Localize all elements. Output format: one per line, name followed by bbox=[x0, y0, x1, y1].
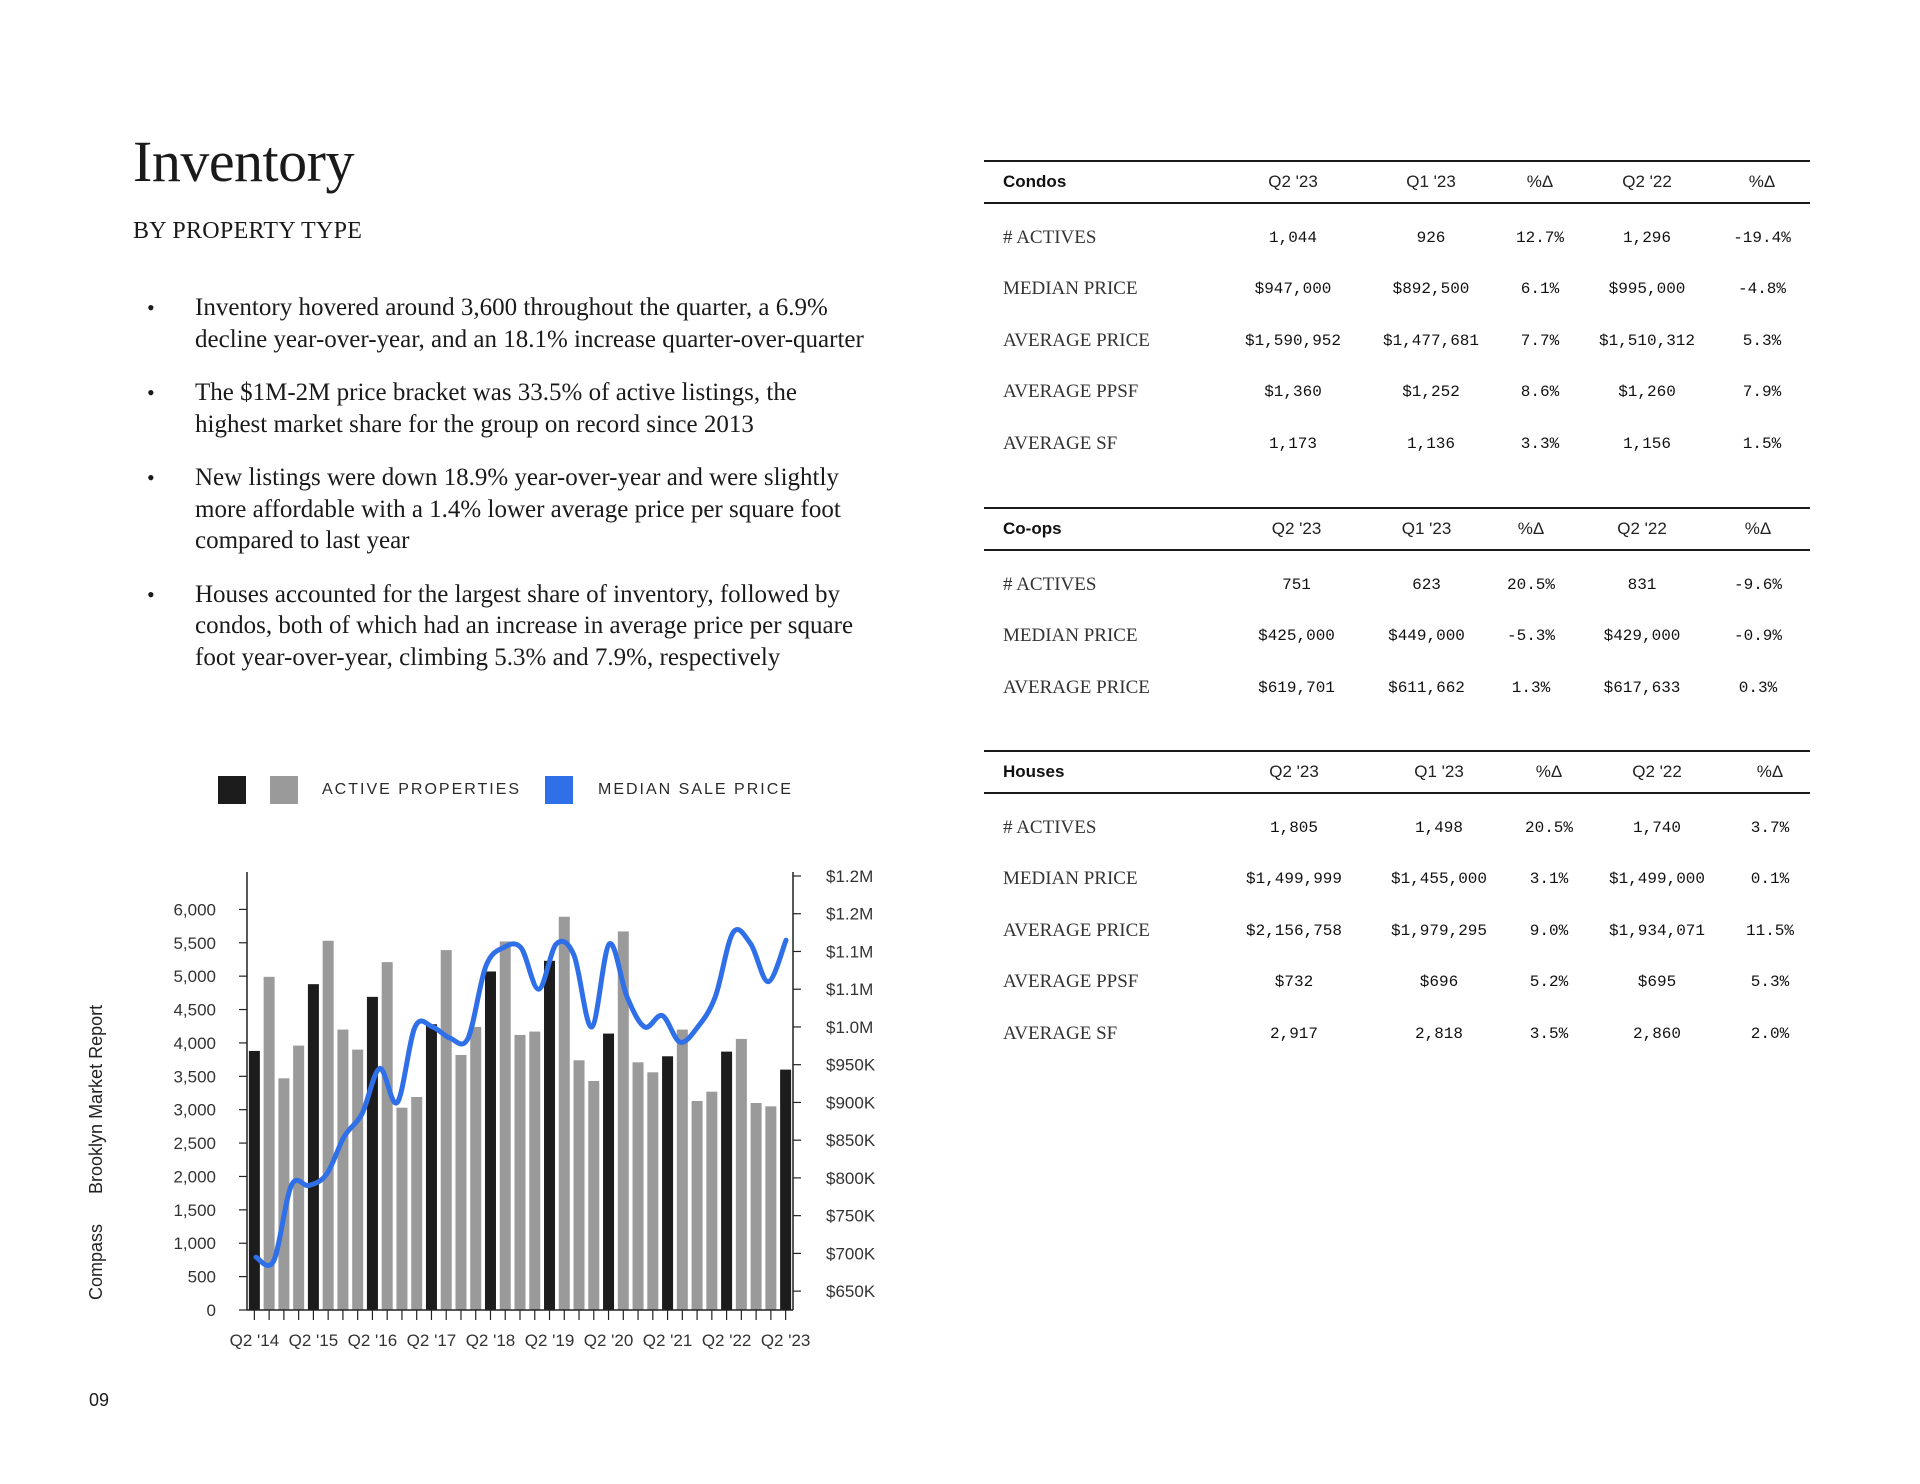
row-label: MEDIAN PRICE bbox=[1003, 868, 1138, 890]
legend-label-active: ACTIVE PROPERTIES bbox=[322, 781, 522, 798]
chart-bar bbox=[249, 1051, 260, 1310]
row-label: # ACTIVES bbox=[1003, 226, 1097, 248]
right-axis-tick-label: $850K bbox=[826, 1131, 876, 1151]
chart-bar bbox=[603, 1034, 614, 1310]
bullet-item: • Inventory hovered around 3,600 throughout the quarter, a 6.9% decline year-over-year, and an 18.1% increase quarter-over-quarter bbox=[143, 292, 873, 355]
right-axis-tick-label: $750K bbox=[826, 1206, 876, 1226]
x-axis-label: Q2 '18 bbox=[465, 1331, 516, 1350]
table-cell: 1,740 bbox=[1632, 818, 1681, 837]
table-header-cell: %Δ bbox=[1484, 508, 1578, 550]
table-cell: 3.5% bbox=[1529, 1024, 1569, 1043]
chart-bar bbox=[441, 950, 452, 1310]
table-cell: $1,510,312 bbox=[1598, 331, 1695, 350]
table-header-cell: Q2 '22 bbox=[1578, 508, 1706, 550]
left-axis-tick-label: 5,000 bbox=[173, 967, 216, 987]
left-axis-tick-label: 3,000 bbox=[173, 1100, 216, 1120]
table-cell: $695 bbox=[1637, 973, 1677, 992]
x-axis-label: Q2 '15 bbox=[288, 1331, 339, 1350]
table-cell: -19.4% bbox=[1733, 228, 1791, 247]
chart-bar bbox=[426, 1024, 437, 1310]
chart-bar bbox=[736, 1039, 747, 1310]
bullet-item: • Houses accounted for the largest share of inventory, followed by condos, both of which had an increase in average price per square foot year-over-year, climbing 5.3% and 7.9%, respectively bbox=[143, 579, 873, 674]
table-cell: 623 bbox=[1412, 575, 1441, 594]
table-header-cell: %Δ bbox=[1730, 751, 1810, 793]
table-cell: 0.3% bbox=[1738, 678, 1778, 697]
x-axis-label: Q2 '21 bbox=[642, 1331, 693, 1350]
chart-bar bbox=[559, 917, 570, 1310]
table-row bbox=[984, 662, 1810, 714]
chart-bar bbox=[293, 1046, 304, 1310]
table-cell: 5.2% bbox=[1529, 973, 1569, 992]
row-label: AVERAGE PRICE bbox=[1003, 919, 1150, 941]
table-cell: 2,818 bbox=[1414, 1024, 1463, 1043]
table-row bbox=[984, 793, 1810, 854]
table-cell: 1,296 bbox=[1622, 228, 1671, 247]
table-cell: $732 bbox=[1274, 973, 1314, 992]
table-cell: 12.7% bbox=[1515, 228, 1564, 247]
table-cell: 8.6% bbox=[1520, 383, 1560, 402]
table-cell: $449,000 bbox=[1388, 627, 1465, 646]
row-label: # ACTIVES bbox=[1003, 573, 1097, 595]
left-axis-tick-label: 6,000 bbox=[173, 900, 216, 920]
table-header-row bbox=[984, 508, 1810, 550]
chart-bar bbox=[485, 971, 496, 1310]
table-header-cell: %Δ bbox=[1706, 508, 1810, 550]
chart-bar bbox=[500, 941, 511, 1310]
table-cell: $1,260 bbox=[1618, 383, 1676, 402]
chart-bar bbox=[544, 961, 555, 1310]
right-axis-tick-label: $1.0M bbox=[826, 1017, 874, 1037]
table-cell: 751 bbox=[1282, 575, 1311, 594]
table-header-cell: Q2 '22 bbox=[1580, 161, 1714, 203]
right-axis-tick-label: $700K bbox=[826, 1244, 876, 1264]
table-cell: 1,136 bbox=[1406, 434, 1455, 453]
left-axis-tick-label: 2,500 bbox=[173, 1134, 216, 1154]
table-cell: $619,701 bbox=[1258, 678, 1335, 697]
chart-bar bbox=[721, 1052, 732, 1310]
x-axis-label: Q2 '23 bbox=[760, 1331, 811, 1350]
table-header-cell: Q1 '23 bbox=[1362, 161, 1500, 203]
table-cell: $1,360 bbox=[1264, 383, 1322, 402]
table-cell: 1,173 bbox=[1268, 434, 1317, 453]
right-axis-tick-label: $900K bbox=[826, 1093, 876, 1113]
table-row bbox=[984, 203, 1810, 264]
table-header-row bbox=[984, 751, 1810, 793]
table-cell: 2,860 bbox=[1632, 1024, 1681, 1043]
chart-bar bbox=[633, 1062, 644, 1310]
left-axis-tick-label: 3,500 bbox=[173, 1067, 216, 1087]
table-header-cell: Q2 '22 bbox=[1584, 751, 1730, 793]
chart-bar bbox=[692, 1101, 703, 1310]
table-header-cell: Co-ops bbox=[984, 508, 1224, 550]
table-header-cell: Q1 '23 bbox=[1369, 508, 1484, 550]
chart-bar bbox=[455, 1055, 466, 1310]
bullet-item: • New listings were down 18.9% year-over-year and were slightly more affordable with a 1.4% lower average price per square foot compared to last year bbox=[143, 462, 873, 557]
table-row bbox=[984, 957, 1810, 1009]
right-axis-tick-label: $950K bbox=[826, 1055, 876, 1075]
table-cell: $611,662 bbox=[1388, 678, 1465, 697]
table-cell: 7.7% bbox=[1520, 331, 1560, 350]
table-cell: 3.7% bbox=[1750, 818, 1790, 837]
table-cell: 0.1% bbox=[1750, 870, 1790, 889]
table-cell: $425,000 bbox=[1258, 627, 1335, 646]
row-label: # ACTIVES bbox=[1003, 816, 1097, 838]
table-row bbox=[984, 905, 1810, 957]
table-cell: 3.1% bbox=[1529, 870, 1569, 889]
left-axis-tick-label: 5,500 bbox=[173, 933, 216, 953]
chart-bar bbox=[662, 1056, 673, 1310]
left-axis-tick-label: 4,000 bbox=[173, 1033, 216, 1053]
table-cell: $1,979,295 bbox=[1390, 921, 1487, 940]
chart-bar bbox=[337, 1030, 348, 1310]
table-row bbox=[984, 550, 1810, 611]
chart-bar bbox=[515, 1035, 526, 1310]
table-cell: 20.5% bbox=[1524, 818, 1573, 837]
table-cell: -9.6% bbox=[1733, 575, 1782, 594]
page-title: Inventory bbox=[133, 129, 354, 194]
table-row bbox=[984, 315, 1810, 367]
table-cell: 20.5% bbox=[1506, 575, 1555, 594]
chart-bar bbox=[588, 1081, 599, 1310]
table-cell: 9.0% bbox=[1529, 921, 1569, 940]
coops-table bbox=[984, 507, 1810, 714]
chart-bar bbox=[367, 997, 378, 1310]
chart-bar bbox=[352, 1050, 363, 1310]
right-axis-tick-label: $1.1M bbox=[826, 942, 874, 962]
table-cell: 1,805 bbox=[1269, 818, 1318, 837]
sidebar-report-name: Brooklyn Market Report bbox=[86, 1004, 106, 1194]
table-cell: 7.9% bbox=[1742, 383, 1782, 402]
chart-bar bbox=[382, 962, 393, 1310]
table-header-cell: Q1 '23 bbox=[1364, 751, 1514, 793]
table-cell: $1,252 bbox=[1402, 383, 1460, 402]
chart-bar bbox=[677, 1030, 688, 1310]
chart-bar bbox=[574, 1060, 585, 1310]
x-axis-label: Q2 '19 bbox=[524, 1331, 575, 1350]
bullet-item: • The $1M-2M price bracket was 33.5% of active listings, the highest market share for the group on record since 2013 bbox=[143, 377, 873, 440]
row-label: MEDIAN PRICE bbox=[1003, 278, 1138, 300]
table-cell: $947,000 bbox=[1254, 280, 1332, 299]
table-cell: 5.3% bbox=[1742, 331, 1782, 350]
row-label: AVERAGE PPSF bbox=[1003, 971, 1139, 993]
x-axis-label: Q2 '16 bbox=[347, 1331, 398, 1350]
row-label: AVERAGE PRICE bbox=[1003, 676, 1150, 698]
inventory-chart bbox=[0, 0, 920, 1400]
table-header-cell: Q2 '23 bbox=[1224, 161, 1362, 203]
table-cell: 6.1% bbox=[1520, 280, 1560, 299]
table-cell: -5.3% bbox=[1506, 627, 1555, 646]
x-axis-label: Q2 '17 bbox=[406, 1331, 457, 1350]
table-cell: $995,000 bbox=[1608, 280, 1686, 299]
table-header-cell: %Δ bbox=[1714, 161, 1810, 203]
table-row bbox=[984, 854, 1810, 906]
row-label: AVERAGE PPSF bbox=[1003, 381, 1139, 403]
chart-bar bbox=[751, 1103, 762, 1310]
table-cell: 2,917 bbox=[1269, 1024, 1318, 1043]
table-row bbox=[984, 1008, 1810, 1060]
row-label: MEDIAN PRICE bbox=[1003, 625, 1138, 647]
right-axis-tick-label: $800K bbox=[826, 1168, 876, 1188]
table-row bbox=[984, 418, 1810, 470]
table-cell: 11.5% bbox=[1745, 921, 1794, 940]
right-axis-tick-label: $1.2M bbox=[826, 867, 874, 886]
left-axis-tick-label: 1,000 bbox=[173, 1234, 216, 1254]
table-header-cell: %Δ bbox=[1514, 751, 1584, 793]
page-number: 09 bbox=[89, 1390, 110, 1410]
sidebar-brand: Compass bbox=[86, 1223, 106, 1300]
table-cell: $1,455,000 bbox=[1390, 870, 1487, 889]
row-label: AVERAGE SF bbox=[1003, 432, 1118, 454]
x-axis-label: Q2 '20 bbox=[583, 1331, 634, 1350]
table-cell: 1,498 bbox=[1414, 818, 1463, 837]
chart-bar bbox=[323, 941, 334, 1310]
table-cell: $1,499,999 bbox=[1245, 870, 1342, 889]
row-label: AVERAGE PRICE bbox=[1003, 329, 1150, 351]
table-cell: $1,499,000 bbox=[1608, 870, 1705, 889]
legend-label-median: MEDIAN SALE PRICE bbox=[598, 781, 793, 798]
x-axis-label: Q2 '14 bbox=[229, 1331, 280, 1350]
left-axis-tick-label: 4,500 bbox=[173, 1000, 216, 1020]
chart-bar bbox=[780, 1070, 791, 1310]
right-axis-tick-label: $1.1M bbox=[826, 980, 874, 1000]
table-cell: -0.9% bbox=[1733, 627, 1782, 646]
table-header-cell: Q2 '23 bbox=[1224, 751, 1364, 793]
table-cell: 5.3% bbox=[1750, 973, 1790, 992]
condos-table bbox=[984, 160, 1810, 470]
table-cell: 831 bbox=[1627, 575, 1657, 594]
row-label: AVERAGE SF bbox=[1003, 1022, 1118, 1044]
chart-bar bbox=[308, 984, 319, 1310]
table-cell: $1,477,681 bbox=[1382, 331, 1479, 350]
table-cell: 1,156 bbox=[1622, 434, 1671, 453]
table-cell: $2,156,758 bbox=[1245, 921, 1342, 940]
table-header-cell: Condos bbox=[984, 161, 1224, 203]
table-row bbox=[984, 611, 1810, 663]
left-axis-tick-label: 0 bbox=[206, 1301, 216, 1320]
left-axis-tick-label: 500 bbox=[187, 1267, 216, 1287]
right-axis-tick-label: $1.2M bbox=[826, 904, 874, 924]
table-cell: $892,500 bbox=[1392, 280, 1470, 299]
table-cell: $429,000 bbox=[1603, 627, 1681, 646]
chart-bar bbox=[470, 1027, 481, 1310]
table-cell: 1.3% bbox=[1511, 678, 1551, 697]
table-cell: 3.3% bbox=[1520, 434, 1560, 453]
chart-bar bbox=[396, 1108, 407, 1310]
chart-bar bbox=[529, 1032, 540, 1310]
chart-bar bbox=[706, 1092, 717, 1310]
right-axis-tick-label: $650K bbox=[826, 1282, 876, 1302]
x-axis-label: Q2 '22 bbox=[701, 1331, 752, 1350]
table-cell: -4.8% bbox=[1737, 280, 1786, 299]
table-header-cell: %Δ bbox=[1500, 161, 1580, 203]
table-header-cell: Q2 '23 bbox=[1224, 508, 1369, 550]
table-cell: 2.0% bbox=[1750, 1024, 1790, 1043]
table-cell: $1,934,071 bbox=[1608, 921, 1705, 940]
page-subtitle: BY PROPERTY TYPE bbox=[133, 218, 363, 244]
table-cell: 926 bbox=[1416, 228, 1446, 247]
table-cell: 1,044 bbox=[1268, 228, 1317, 247]
houses-table bbox=[984, 750, 1810, 1060]
table-cell: $1,590,952 bbox=[1244, 331, 1341, 350]
table-row bbox=[984, 264, 1810, 316]
table-cell: 1.5% bbox=[1742, 434, 1782, 453]
left-axis-tick-label: 1,500 bbox=[173, 1200, 216, 1220]
table-header-cell: Houses bbox=[984, 751, 1224, 793]
table-row bbox=[984, 367, 1810, 419]
chart-bar bbox=[647, 1072, 658, 1310]
table-header-row bbox=[984, 161, 1810, 203]
table-cell: $696 bbox=[1419, 973, 1459, 992]
chart-bar bbox=[411, 1097, 422, 1310]
left-axis-tick-label: 2,000 bbox=[173, 1167, 216, 1187]
table-cell: $617,633 bbox=[1603, 678, 1681, 697]
chart-bar bbox=[765, 1106, 776, 1310]
